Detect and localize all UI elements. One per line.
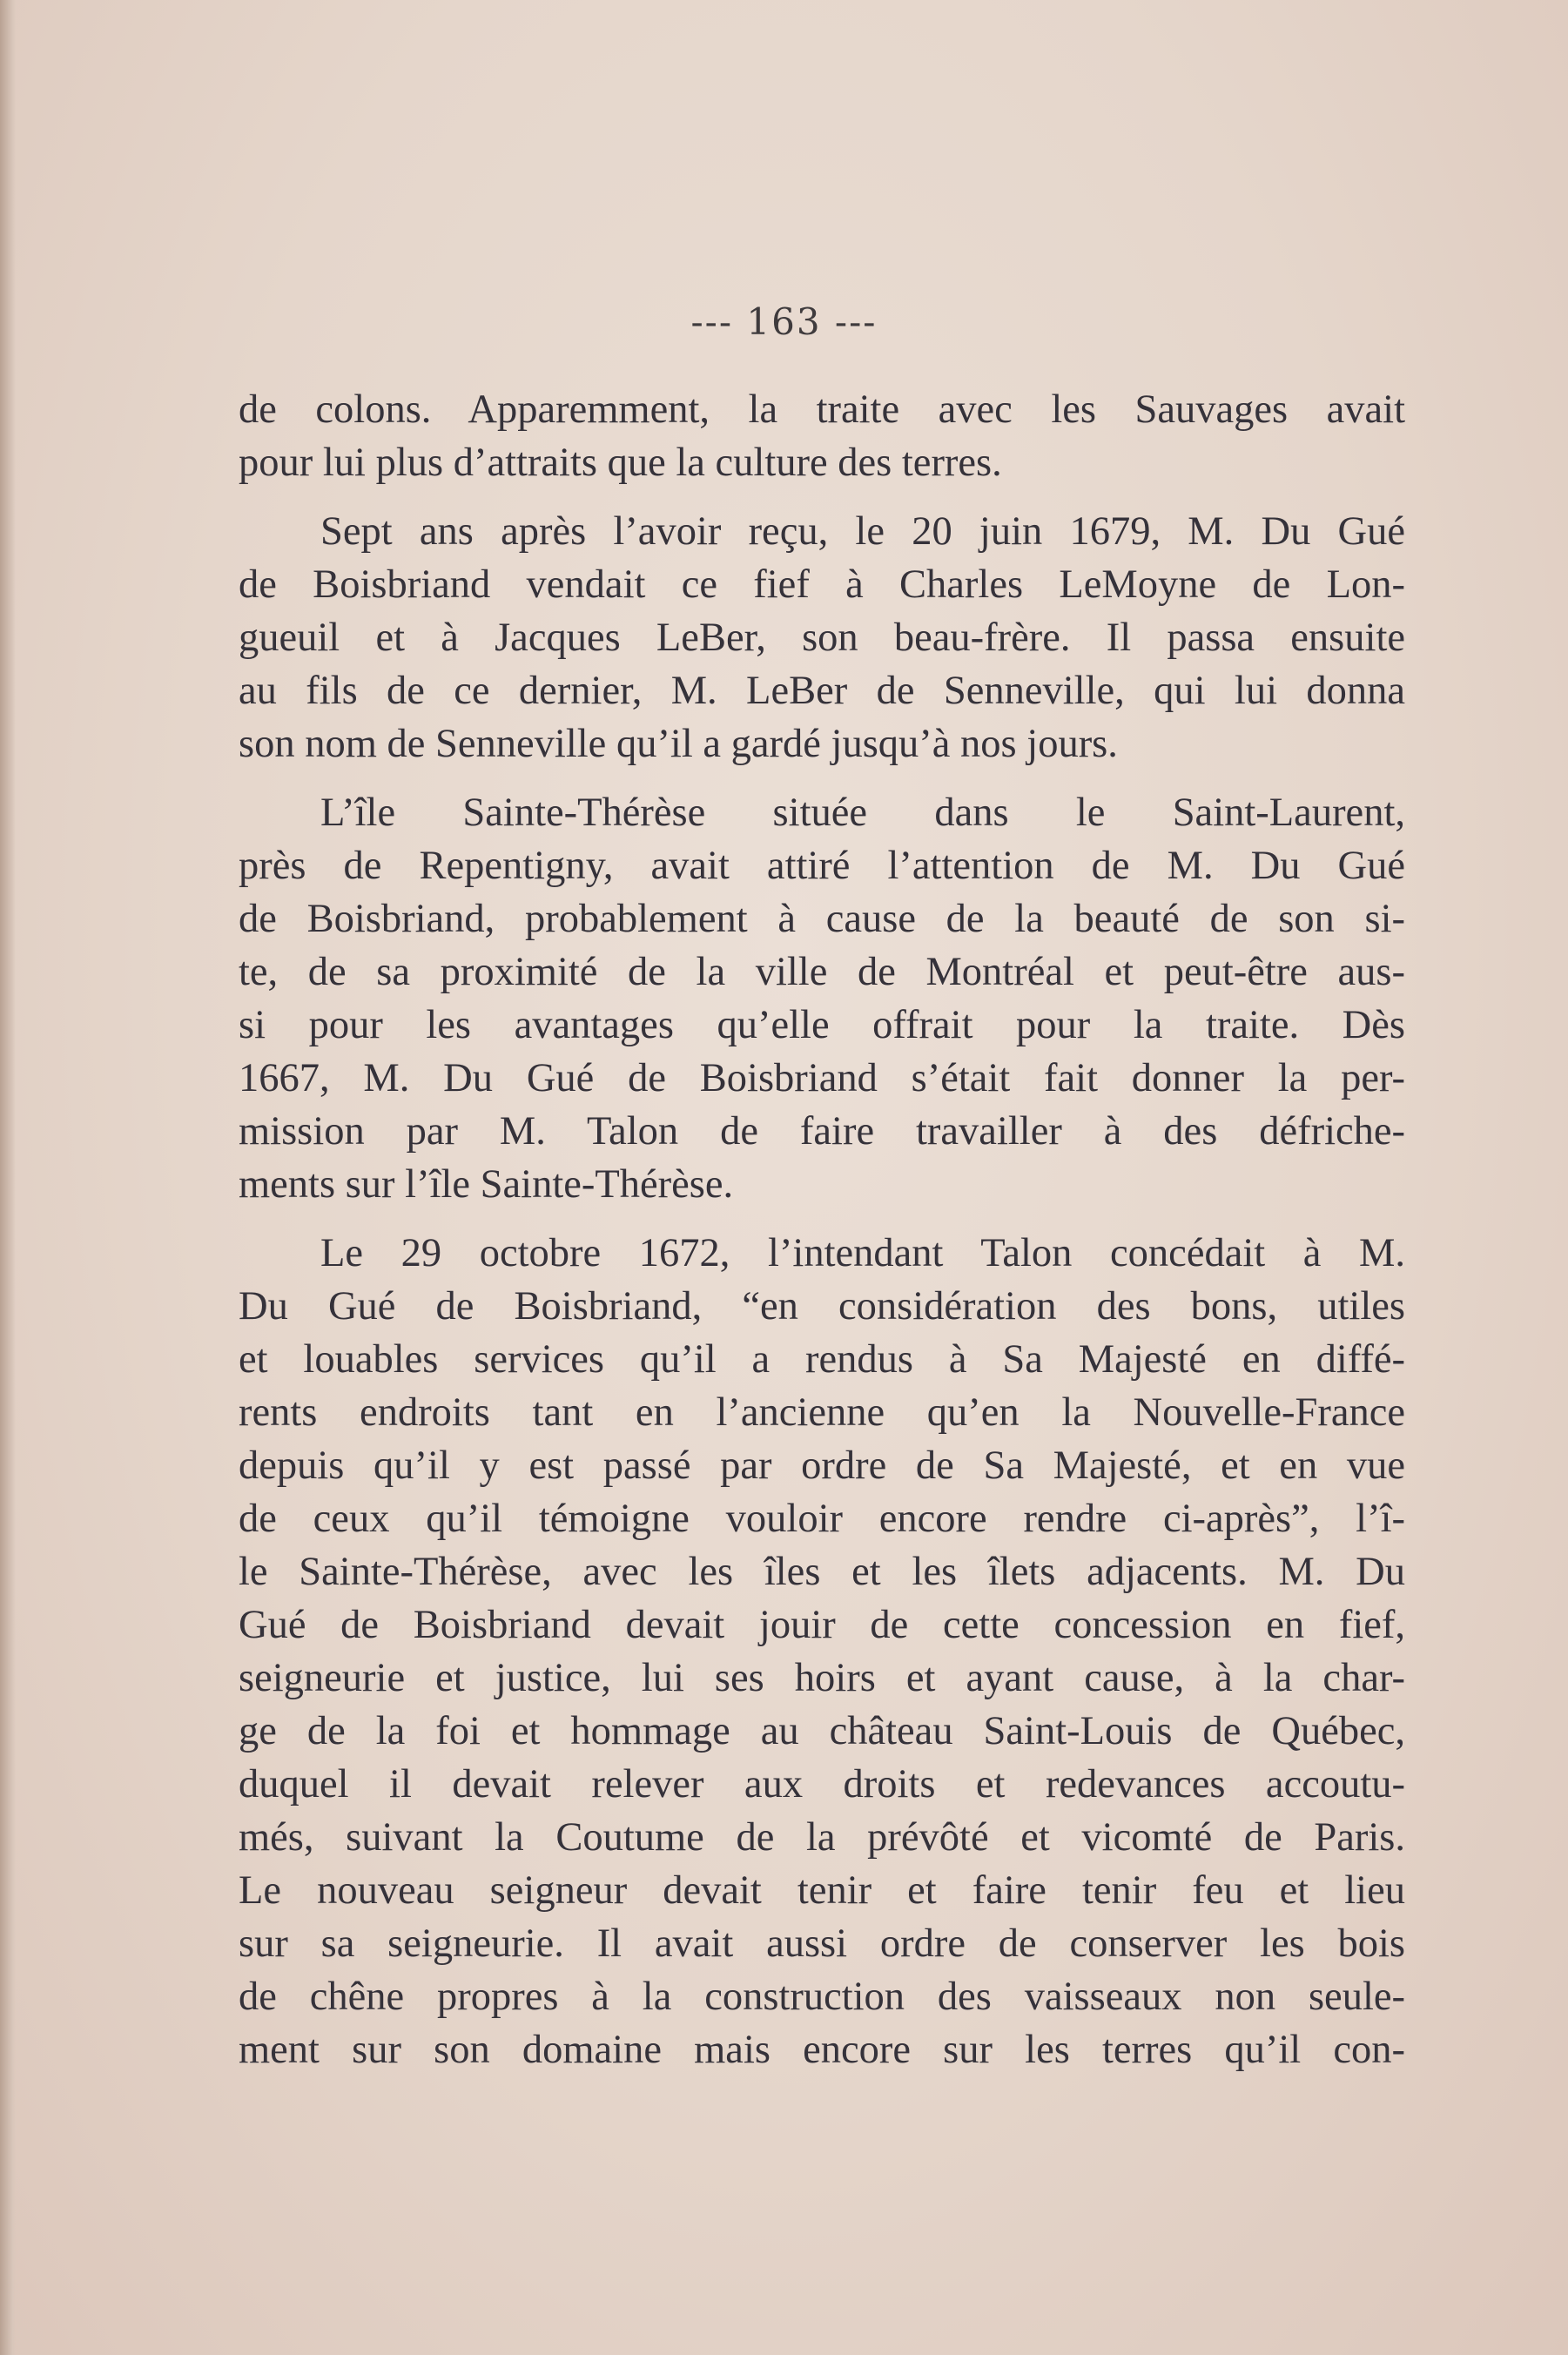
text-line: seigneurie et justice, lui ses hoirs et ayant cause, à la char- [239, 1656, 1405, 1700]
text-line: ments sur l’île Sainte-Thérèse. [239, 1162, 734, 1207]
paragraph-3 [239, 786, 1405, 1211]
text-line: de colons. Apparemment, la traite avec les Sauvages avait [239, 387, 1405, 432]
text-line: duquel il devait relever aux droits et redevances accoutu- [239, 1762, 1405, 1807]
text-line: Sept ans après l’avoir reçu, le 20 juin 1679, M. Du Gué [320, 509, 1405, 554]
text-line: et louables services qu’il a rendus à Sa Majesté en diffé- [239, 1337, 1405, 1382]
text-line: près de Repentigny, avait attiré l’attention de M. Du Gué [239, 844, 1405, 888]
text-line: ge de la foi et hommage au château Saint-Louis de Québec, [239, 1709, 1405, 1753]
text-line: més, suivant la Coutume de la prévôté et vicomté de Paris. [239, 1815, 1405, 1860]
text-line: Le nouveau seigneur devait tenir et faire tenir feu et lieu [239, 1868, 1405, 1913]
text-line: rents endroits tant en l’ancienne qu’en la Nouvelle-France [239, 1390, 1405, 1435]
body-text [239, 383, 1405, 2076]
text-line: de Boisbriand, probablement à cause de la beauté de son si- [239, 897, 1405, 941]
text-line: depuis qu’il y est passé par ordre de Sa Majesté, et en vue [239, 1443, 1405, 1488]
text-line: Le 29 octobre 1672, l’intendant Talon concédait à M. [320, 1231, 1405, 1275]
text-line: Gué de Boisbriand devait jouir de cette concession en fief, [239, 1603, 1405, 1647]
text-line: de ceux qu’il témoigne vouloir encore rendre ci-après”, l’î- [239, 1497, 1405, 1541]
text-line: 1667, M. Du Gué de Boisbriand s’était fait donner la per- [239, 1056, 1405, 1100]
text-line: mission par M. Talon de faire travailler à des défriche- [239, 1109, 1405, 1154]
paragraph-4 [239, 1227, 1405, 2076]
text-line: ment sur son domaine mais encore sur les terres qu’il con- [239, 2028, 1405, 2072]
text-line: au fils de ce dernier, M. LeBer de Senneville, qui lui donna [239, 669, 1405, 713]
text-line: sur sa seigneurie. Il avait aussi ordre de conserver les bois [239, 1921, 1405, 1966]
text-line: gueuil et à Jacques LeBer, son beau-frère. Il passa ensuite [239, 616, 1405, 660]
text-line: te, de sa proximité de la ville de Montréal et peut-être aus- [239, 950, 1405, 994]
text-line: son nom de Senneville qu’il a gardé jusqu’à nos jours. [239, 722, 1118, 766]
text-line: pour lui plus d’attraits que la culture des terres. [239, 441, 1002, 485]
text-line: de chêne propres à la construction des vaisseaux non seule- [239, 1975, 1405, 2019]
text-line: L’île Sainte-Thérèse située dans le Saint-Laurent, [320, 791, 1405, 835]
paragraph-2 [239, 505, 1405, 770]
text-line: de Boisbriand vendait ce fief à Charles LeMoyne de Lon- [239, 562, 1405, 607]
text-line: si pour les avantages qu’elle offrait pour la traite. Dès [239, 1003, 1405, 1047]
text-line: Du Gué de Boisbriand, “en considération des bons, utiles [239, 1284, 1405, 1329]
page-binding-edge [0, 0, 16, 2355]
paragraph-1 [239, 383, 1405, 489]
text-line: le Sainte-Thérèse, avec les îles et les îlets adjacents. M. Du [239, 1550, 1405, 1594]
page-number: --- 163 --- [690, 300, 878, 343]
